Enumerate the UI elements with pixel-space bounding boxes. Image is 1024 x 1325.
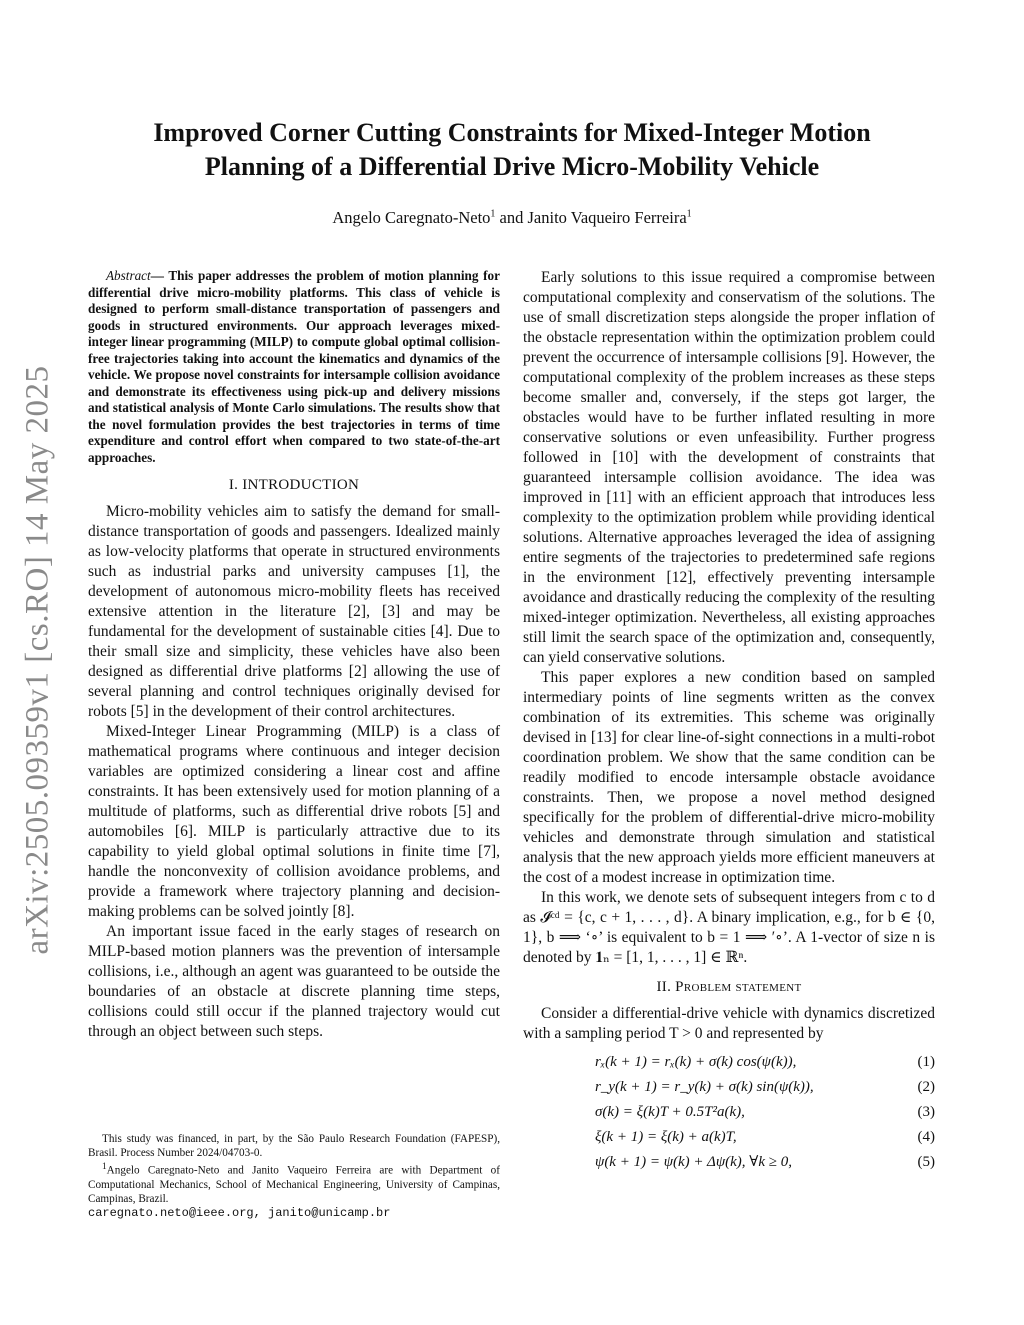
equation-number: (3) <box>917 1104 935 1120</box>
abstract-text: — This paper addresses the problem of motion planning for differential drive micro-mobility platforms. This class of vehicle is designed to perform small-distance transportation of passengers and goods in structured environments. Our approach leverages mixed-integer linear programming (MILP) to compute global optimal collision-free trajectories taking into account the kinematics and dynamics of the vehicle. We propose novel constraints for intersample collision avoidance and demonstrate its effectiveness using pick-up and delivery missions and statistical analysis of Monte Carlo simulations. The results show that the novel formulation provides the best trajectories in terms of time expenditure and control effort when compared to two state-of-the-art approaches. <box>88 268 500 465</box>
affiliation-mark: 1 <box>102 1162 107 1172</box>
section-1-heading: I. INTRODUCTION <box>228 477 360 493</box>
footnotes <box>88 1132 500 1220</box>
affiliation-text: Angelo Caregnato-Neto and Janito Vaqueiro Ferreira are with Department of Computational Mechanics, School of Mechanical Engineering, University of Campinas, Campinas, Brazil. <box>88 1164 500 1205</box>
intro-paragraph-3: An important issue faced in the early stages of research on MILP-based motion planners was the prevention of intersample collisions, i.e., although an agent was guaranteed to be outside the boundaries of an obstacle at discrete planning time steps, collisions could still occur if the planned trajectory would cut through an object between such steps. <box>88 923 500 1040</box>
author-line <box>110 208 914 228</box>
intro-paragraph-1: Micro-mobility vehicles aim to satisfy the demand for small-distance transportation of goods and passengers. Idealized mainly as low-velocity platforms that operate in structured environments such as industrial parks and university campuses [1], the development of autonomous micro-mobility fleets has received extensive attention in the literature [2], [3] and may be fundamental for the development of sustainable cities [4]. Due to their small size and simplicity, these vehicles have also been designed as differential drive platforms [2] allowing the use of several planning and control techniques originally devised for robots [5] in the development of their control architectures. <box>88 503 500 720</box>
abstract-label: Abstract <box>106 268 151 283</box>
abstract <box>88 268 500 466</box>
equation-expr: σ(k) = ξ(k)T + 0.5T²a(k), <box>595 1104 745 1120</box>
arxiv-sidebar <box>0 0 75 1325</box>
equation-1 <box>523 1050 935 1075</box>
author-separator: and <box>495 208 528 227</box>
arxiv-identifier: arXiv:2505.09359v1 [cs.RO] 14 May 2025 <box>19 365 56 955</box>
paper-title: Improved Corner Cutting Constraints for Mixed-Integer Motion Planning of a Differential Drive Micro-Mobility Vehicle <box>153 118 871 181</box>
intro-paragraph-4: Early solutions to this issue required a compromise between computational complexity and conservatism of the solutions. The use of small discretization steps alongside the proper inflation of the obstacle representation within the optimization problem could prevent the occurrence of intersample collisions [9]. However, the computational complexity of the problem increases as these steps become smaller and, conversely, if the steps got larger, the obstacles would have to be further inflated resulting in more conservative solutions or even unfeasibility. Further progress followed in [10] with the development of constraints that guaranteed intersample collision avoidance. The idea was improved in [11] with an efficient approach that introduces less complexity to the optimization problem while providing identical solutions. Alternative approaches leveraged the idea of assigning entire segments of the trajectories to predetermined safe regions in the environment [12], effectively preventing intersample avoidance and drastically reducing the complexity of the resulting mixed-integer optimization. Nevertheless, all existing approaches still limit the search space of the optimization and, consequently, can yield conservative solutions. <box>523 269 935 666</box>
author-emails: caregnato.neto@ieee.org, janito@unicamp.br <box>88 1205 391 1220</box>
equation-block <box>523 1050 935 1175</box>
author-1: Angelo Caregnato-Neto <box>332 208 491 227</box>
equation-number: (5) <box>917 1154 935 1170</box>
equation-number: (4) <box>917 1129 935 1145</box>
equation-expr: r_y(k + 1) = r_y(k) + σ(k) sin(ψ(k)), <box>595 1079 814 1095</box>
problem-intro: Consider a differential-drive vehicle with dynamics discretized with a sampling period T > 0 and represented by <box>523 1005 935 1042</box>
equation-expr: ξ(k + 1) = ξ(k) + a(k)T, <box>595 1129 737 1145</box>
left-column <box>88 268 500 1042</box>
right-column <box>523 268 935 1175</box>
author-2: Janito Vaqueiro Ferreira <box>527 208 687 227</box>
author-2-mark: 1 <box>686 208 692 220</box>
equation-5 <box>523 1150 935 1175</box>
funding-footnote: This study was financed, in part, by the São Paulo Research Foundation (FAPESP), Brasil. Process Number 2024/04703-0. <box>88 1133 500 1159</box>
author-1-mark: 1 <box>490 208 496 220</box>
equation-expr: rₓ(k + 1) = rₓ(k) + σ(k) cos(ψ(k)), <box>595 1054 797 1070</box>
equation-number: (1) <box>917 1054 935 1070</box>
equation-3 <box>523 1100 935 1125</box>
intro-paragraph-5: This paper explores a new condition based on sampled intermediary points of line segments written as the convex combination of its extremities. This scheme was originally devised in [13] for clear line-of-sight connections in a multi-robot coordination problem. We show that the same condition can be readily modified to encode intersample obstacle avoidance constraints. Then, we propose a novel method designed specifically for the problem of differential-drive micro-mobility vehicles and demonstrate through simulation and statistical analysis that the new approach yields more efficient maneuvers at the cost of a modest increase in optimization time. <box>523 669 935 886</box>
intro-paragraph-6: In this work, we denote sets of subsequent integers from c to d as 𝓘ᶜᵈ = {c, c + 1, . . . , d}. A binary implication, e.g., for b ∈ {0, 1}, b ⟹ ‘∘’ is equivalent to b = 1 ⟹ ′∘’. A 1-vector of size n is denoted by 𝟏ₙ = [1, 1, . . . , 1] ∈ ℝⁿ. <box>523 889 935 966</box>
section-2-heading: II. Problem statement <box>656 979 802 995</box>
intro-paragraph-2: Mixed-Integer Linear Programming (MILP) is a class of mathematical programs where continuous and integer decision variables are optimized considering a linear cost and affine constraints. It has been extensively used for motion planning of a multitude of platforms, such as differential drive robots [5] and automobiles [6]. MILP is particularly attractive due to its capability to yield global optimal solutions in finite time [7], handle the nonconvexity of collision avoidance problems, and provide a framework where trajectory planning and decision-making problems can be solved jointly [8]. <box>88 723 500 920</box>
equation-4 <box>523 1125 935 1150</box>
equation-expr: ψ(k + 1) = ψ(k) + Δψ(k), ∀k ≥ 0, <box>595 1154 792 1170</box>
affiliation-footnote <box>88 1160 500 1206</box>
equation-2 <box>523 1075 935 1100</box>
equation-number: (2) <box>917 1079 935 1095</box>
